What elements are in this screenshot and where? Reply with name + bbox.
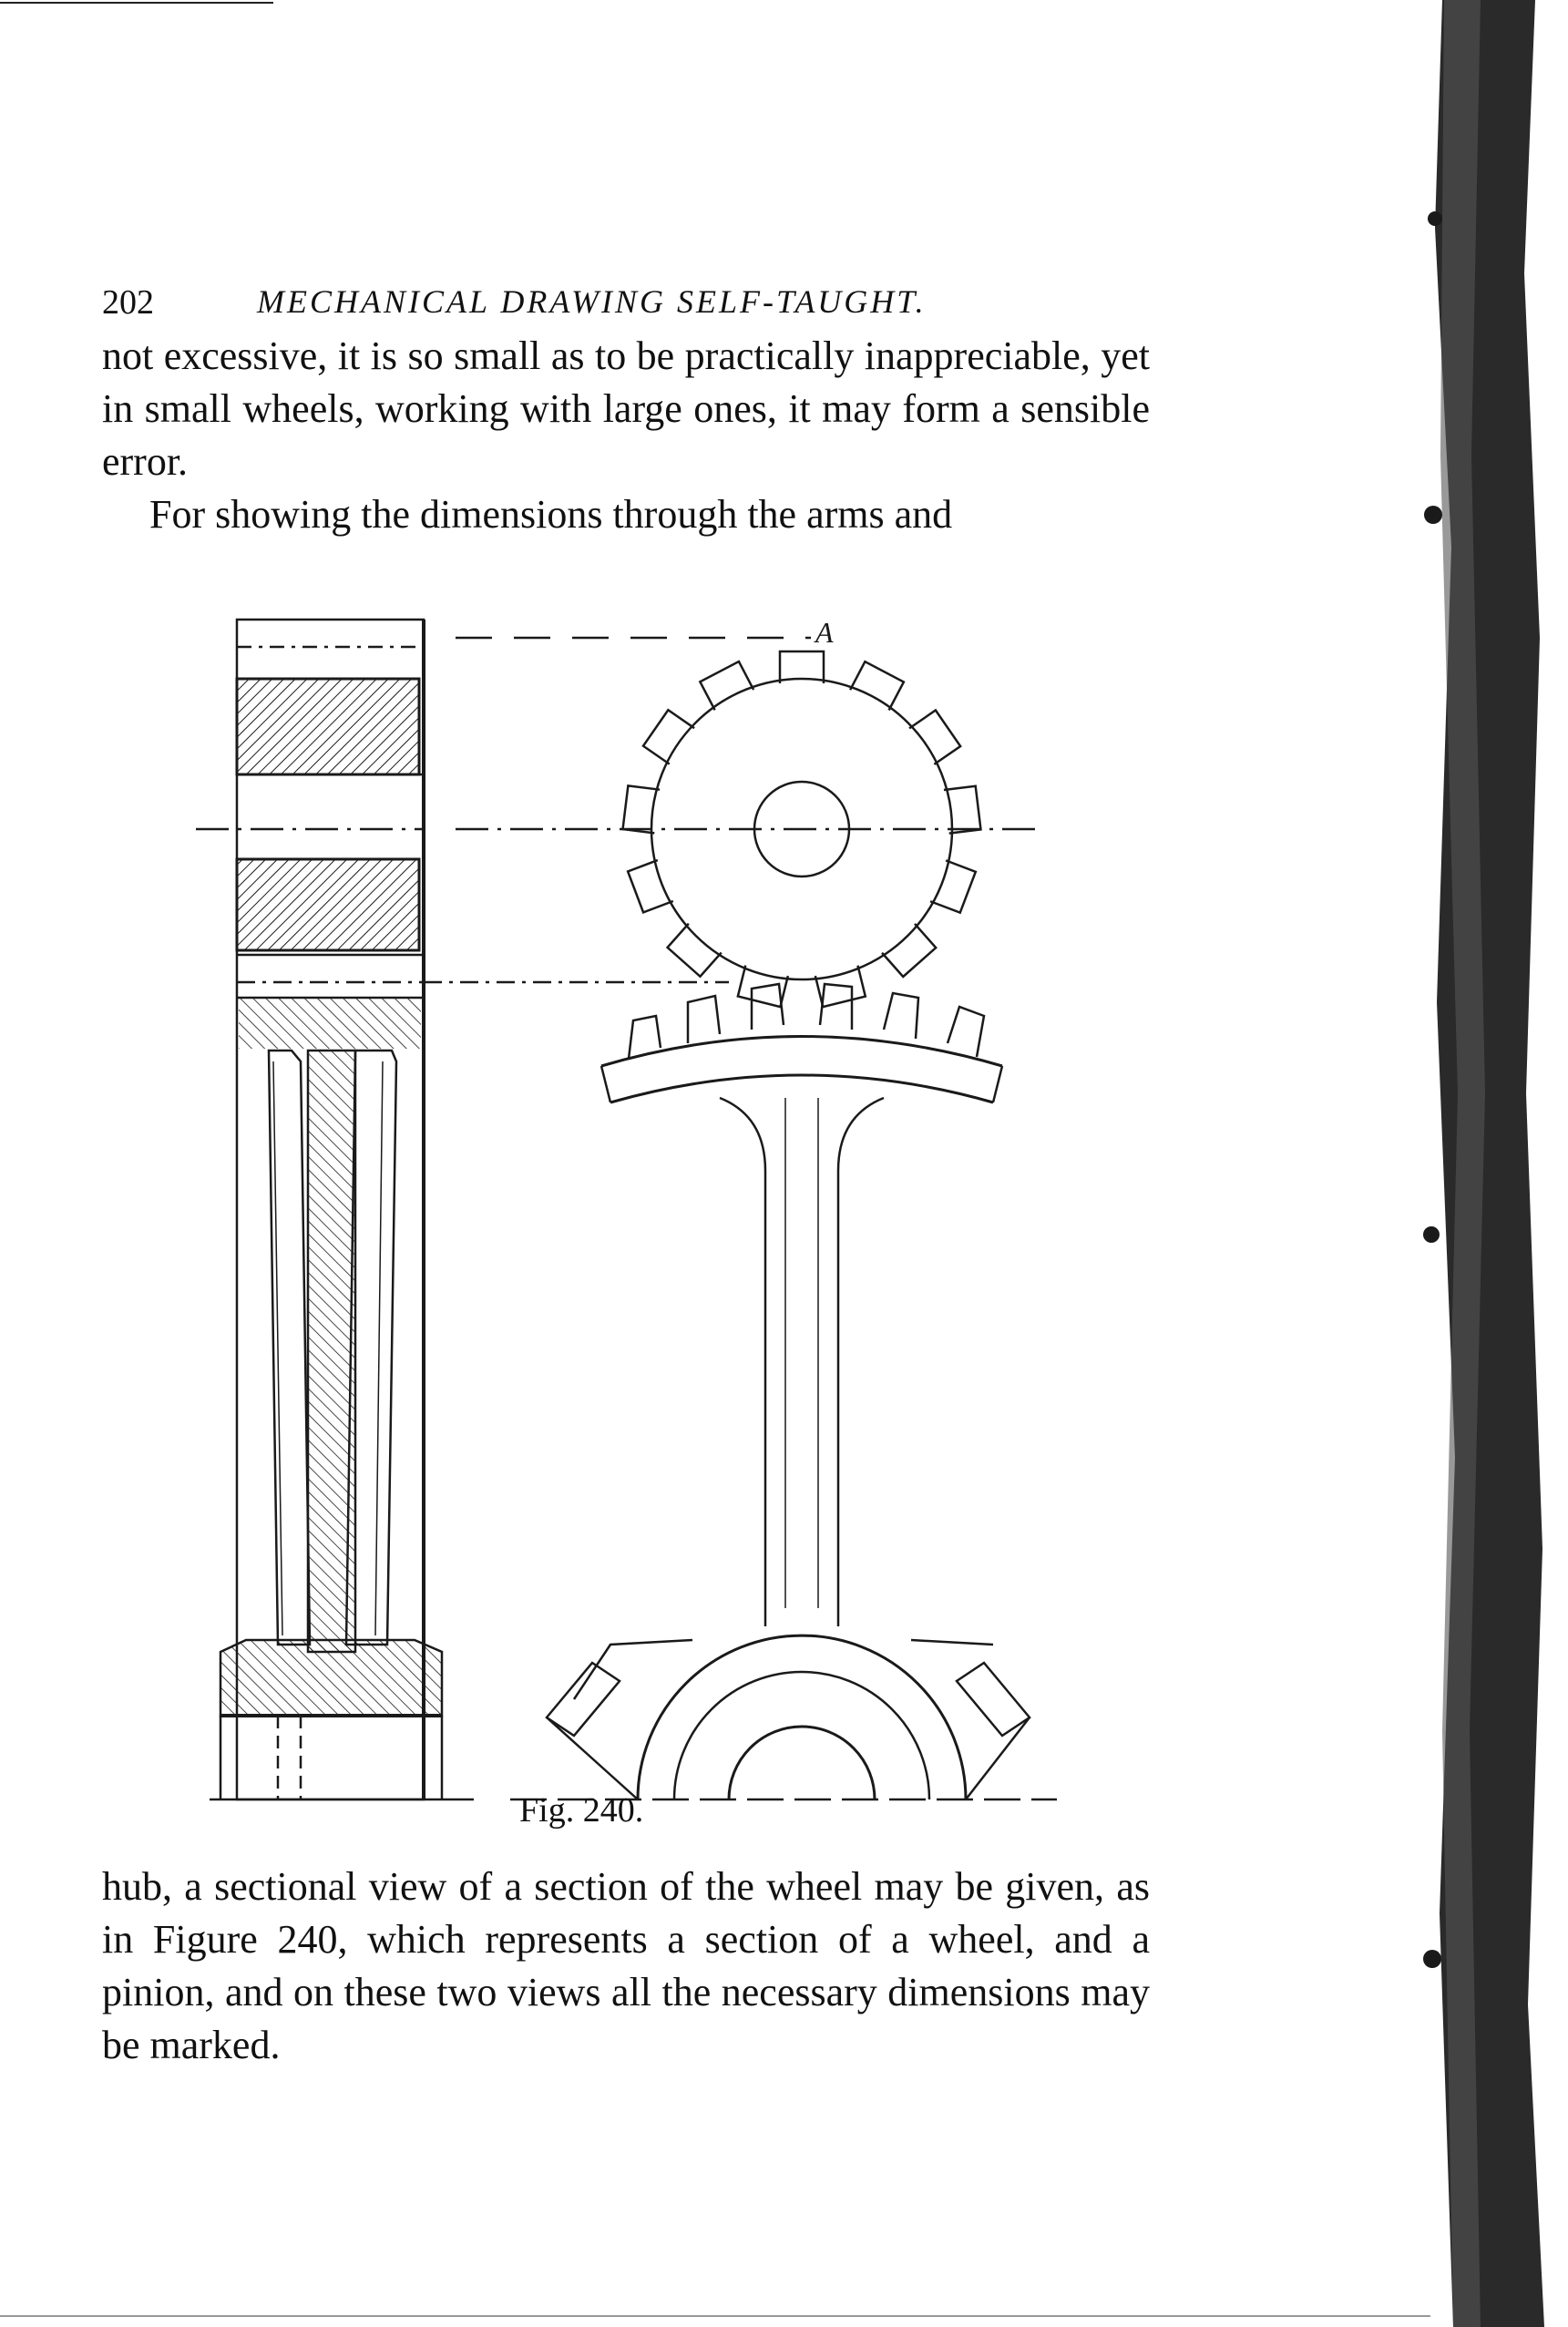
page-body — [102, 273, 1150, 541]
wheel — [510, 984, 1057, 1799]
paragraph-2: For showing the dimensions through the arms and — [149, 492, 953, 537]
top-rule — [0, 2, 273, 4]
paragraph-3: hub, a sectional view of a section of the wheel may be given, as in Figure 240, which represents a section of a wheel, and a pinion, and on these two views all the necessary dimensions may be marked. — [102, 1864, 1150, 2067]
label-a: A — [815, 616, 834, 649]
book-edge-shadow — [1417, 0, 1568, 2327]
section-view — [196, 620, 474, 1799]
figure-caption: Fig. 240. — [519, 1791, 644, 1830]
bottom-rule — [0, 2315, 1430, 2317]
page-header — [102, 273, 1150, 328]
page-number: 202 — [102, 283, 154, 322]
paragraph-1: not excessive, it is so small as to be practically inappreciable, yet in small wheels, working with large ones, it may form a sensible error. — [102, 333, 1150, 484]
paragraph-3-wrap — [102, 1861, 1150, 2072]
gear-drawing — [182, 606, 1066, 1822]
running-head: MECHANICAL DRAWING SELF-TAUGHT. — [257, 283, 927, 320]
figure-240 — [182, 606, 1066, 1822]
